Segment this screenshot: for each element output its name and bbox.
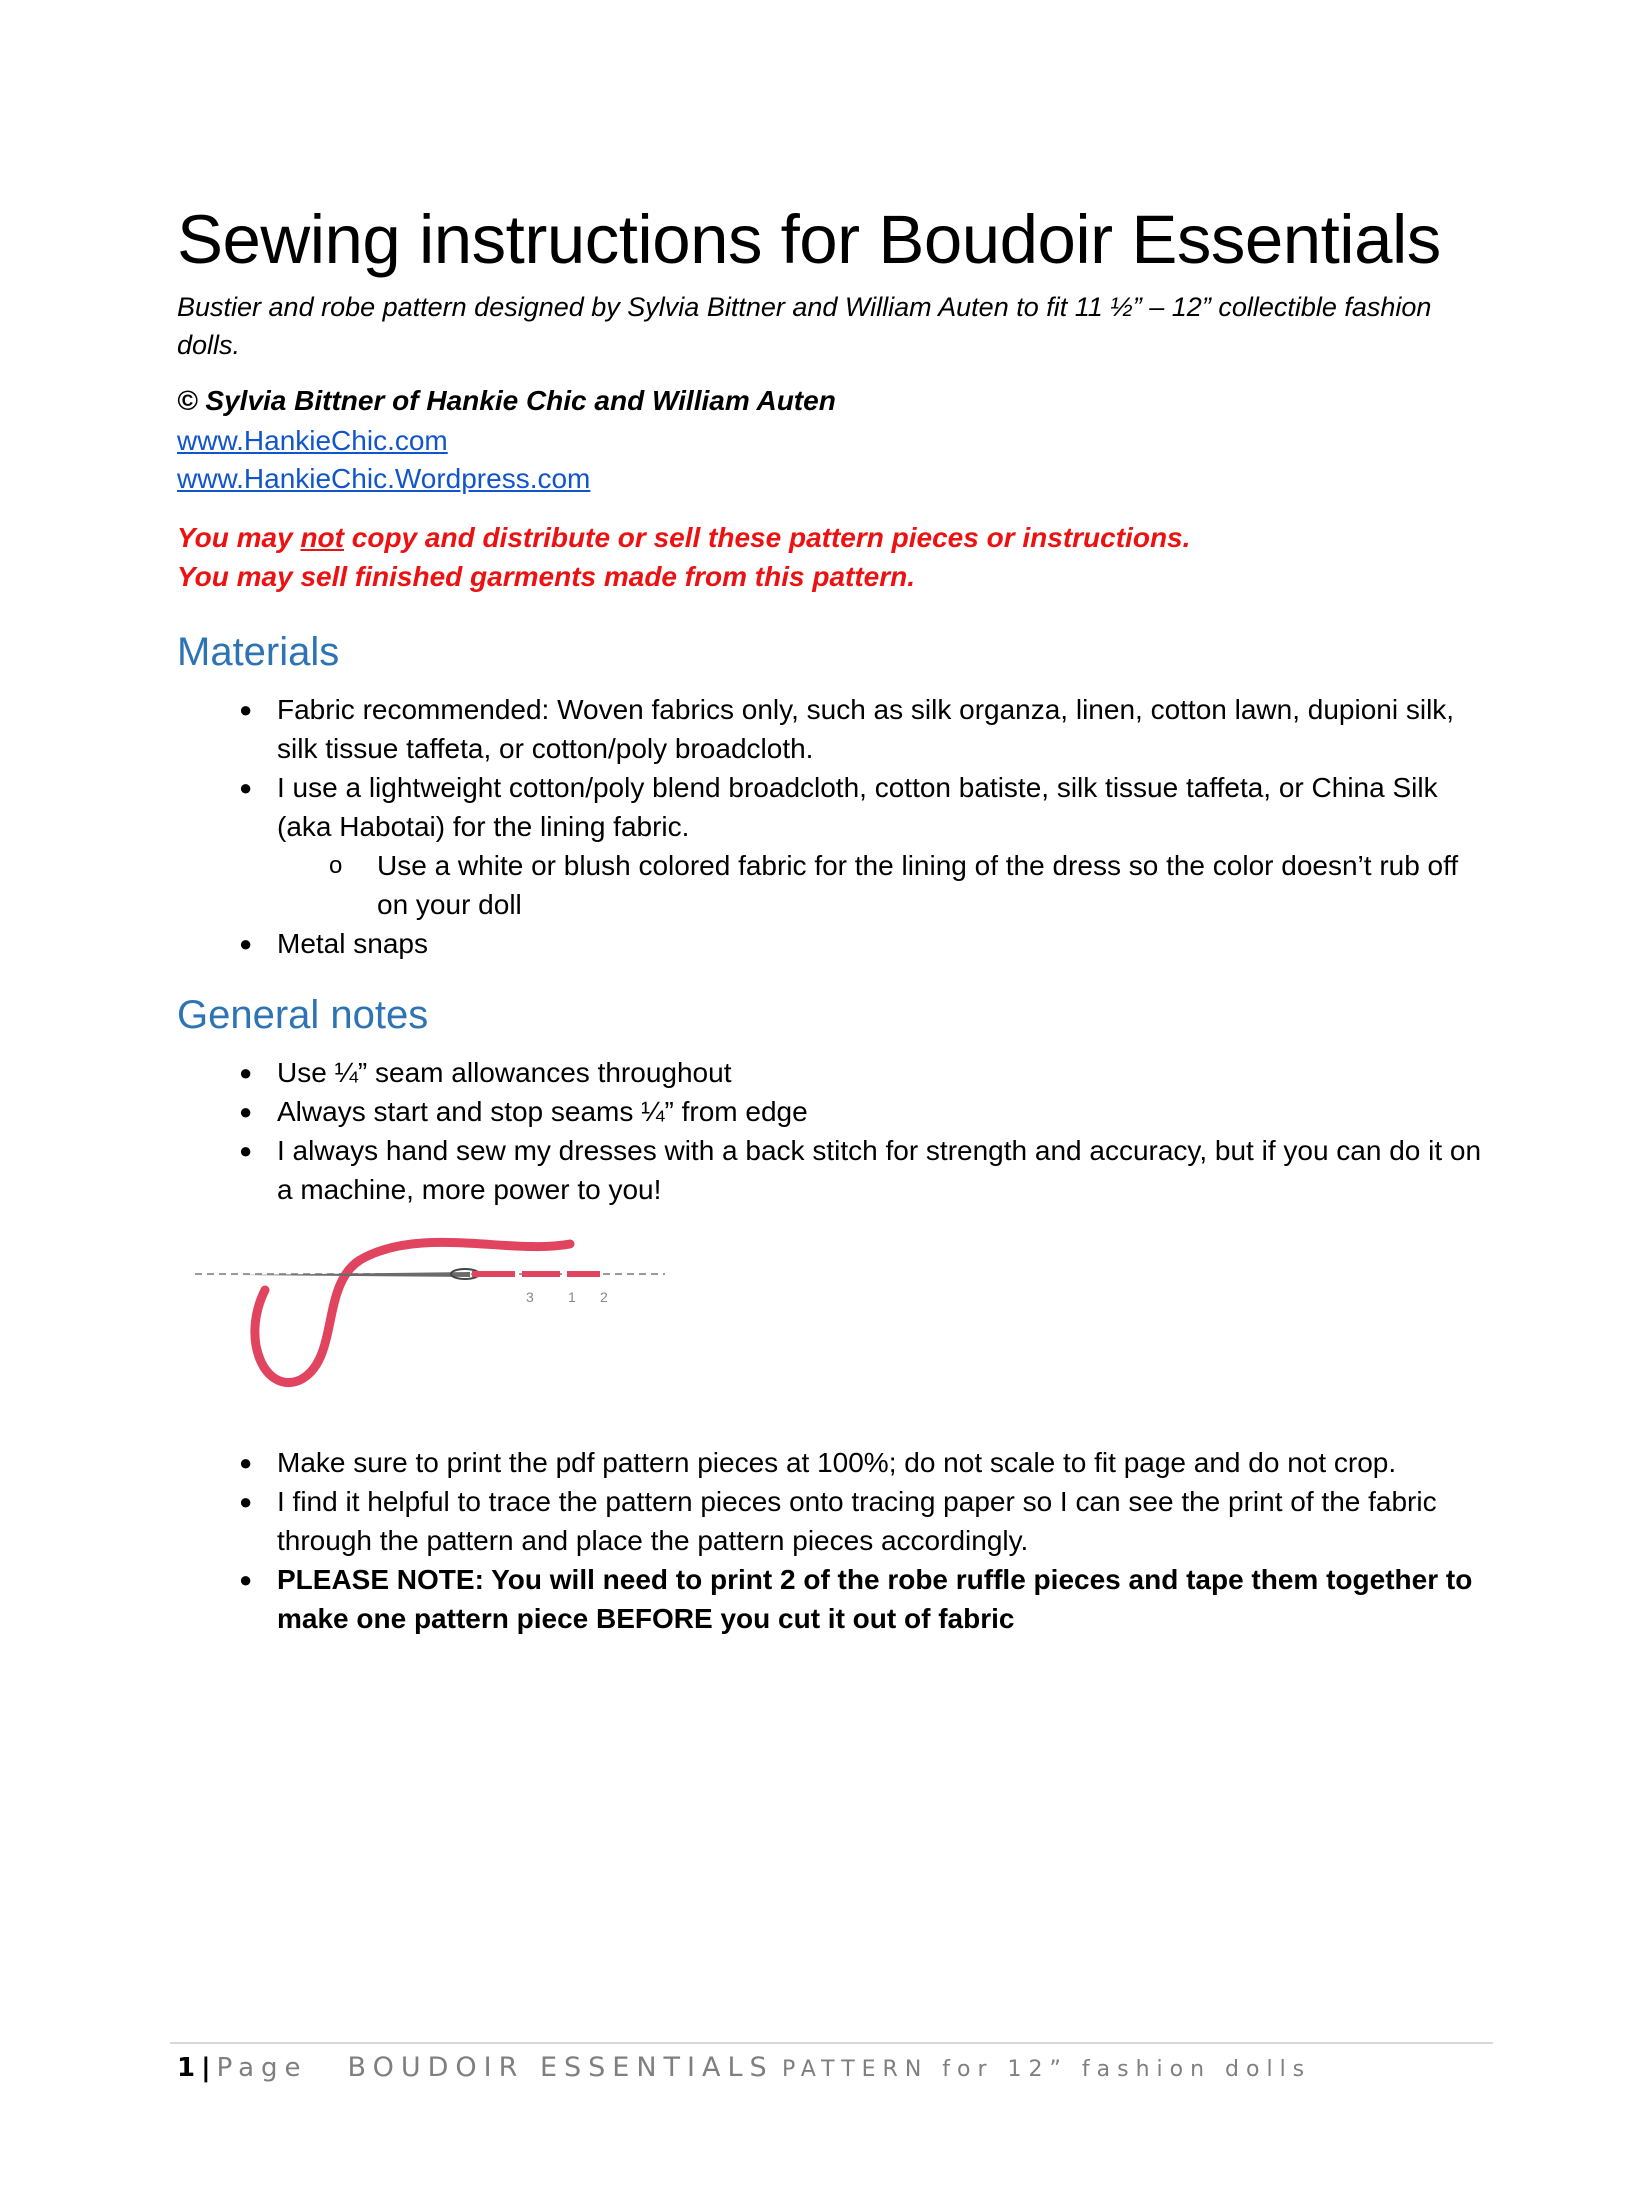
page-label: Page (216, 2053, 308, 2083)
general-notes-list (177, 1053, 1497, 1209)
materials-list (177, 690, 1497, 963)
list-item-text: Metal snaps (277, 928, 428, 959)
footer-brand: BOUDOIR ESSENTIALS (347, 2052, 774, 2083)
subtitle: Bustier and robe pattern designed by Sylvia Bittner and William Auten to fit 11 ½” – 12” collectible fashion dolls. (177, 292, 1432, 360)
stitch-label: 3 (526, 1289, 534, 1305)
footer-divider (170, 2042, 1493, 2044)
list-item (177, 1131, 1497, 1209)
page-title: Sewing instructions for Boudoir Essentials (177, 201, 1441, 278)
list-item (177, 1482, 1497, 1560)
footer-subtitle: PATTERN for 12” fashion dolls (781, 2057, 1312, 2082)
general-notes-heading: General notes (177, 993, 429, 1037)
list-item-text: I find it helpful to trace the pattern pieces onto tracing paper so I can see the print of the fabric through the pattern and place the pattern pieces accordingly. (277, 1486, 1437, 1556)
general-notes-list-continued (177, 1443, 1497, 1638)
page-number: 1 (177, 2053, 196, 2083)
warning-text: copy and distribute or sell these pattern pieces or instructions. (343, 522, 1191, 553)
link-hankiechic[interactable]: www.HankieChic.com (177, 425, 448, 456)
copyright-line: © Sylvia Bittner of Hankie Chic and William Auten (177, 385, 836, 416)
list-item-text: Use a white or blush colored fabric for the lining of the dress so the color doesn’t rub off on your doll (377, 850, 1459, 920)
bullet-icon: ● (239, 775, 253, 800)
thread-icon (255, 1242, 570, 1382)
bullet-icon: ● (239, 1060, 253, 1085)
materials-heading: Materials (177, 630, 340, 674)
list-item-text: Use ¼” seam allowances throughout (277, 1057, 732, 1088)
bullet-icon: ● (239, 1567, 253, 1592)
list-item-text: Make sure to print the pdf pattern pieces at 100%; do not scale to fit page and do not crop. (277, 1447, 1397, 1478)
warning-line-1 (177, 522, 1190, 554)
footer-separator: | (201, 2053, 211, 2083)
list-item (177, 924, 1497, 963)
bullet-icon: ● (239, 697, 253, 722)
list-item-sub (177, 846, 1497, 924)
list-item (177, 1092, 1497, 1131)
bullet-icon: ● (239, 1138, 253, 1163)
bullet-icon: ● (239, 1489, 253, 1514)
hollow-bullet-icon: o (329, 852, 343, 879)
list-item (177, 1443, 1497, 1482)
list-item (177, 1560, 1497, 1638)
page-footer (177, 2052, 1311, 2083)
list-item-text: Always start and stop seams ¼” from edge (277, 1096, 808, 1127)
stitch-label: 1 (568, 1289, 576, 1305)
link-hankiechic-wordpress[interactable]: www.HankieChic.Wordpress.com (177, 463, 591, 494)
list-item-text: Fabric recommended: Woven fabrics only, such as silk organza, linen, cotton lawn, dupioni silk, silk tissue taffeta, or cotton/poly broadcloth. (277, 694, 1455, 764)
list-item-text: PLEASE NOTE: You will need to print 2 of the robe ruffle pieces and tape them together to make one pattern piece BEFORE you cut it out of fabric (277, 1564, 1473, 1634)
back-stitch-illustration (190, 1220, 670, 1395)
warning-text: You may (177, 522, 301, 553)
list-item-text: I use a lightweight cotton/poly blend broadcloth, cotton batiste, silk tissue taffeta, or China Silk (aka Habotai) for the lining fabric. (277, 772, 1438, 842)
needle-icon (240, 1272, 470, 1277)
warning-line-2: You may sell finished garments made from this pattern. (177, 561, 916, 592)
bullet-icon: ● (239, 1099, 253, 1124)
bullet-icon: ● (239, 1450, 253, 1475)
list-item-text: I always hand sew my dresses with a back stitch for strength and accuracy, but if you can do it on a machine, more power to you! (277, 1135, 1482, 1205)
stitch-label: 2 (600, 1289, 608, 1305)
list-item (177, 1053, 1497, 1092)
list-item (177, 768, 1497, 846)
warning-emphasis: not (300, 522, 344, 553)
bullet-icon: ● (239, 931, 253, 956)
list-item (177, 690, 1497, 768)
